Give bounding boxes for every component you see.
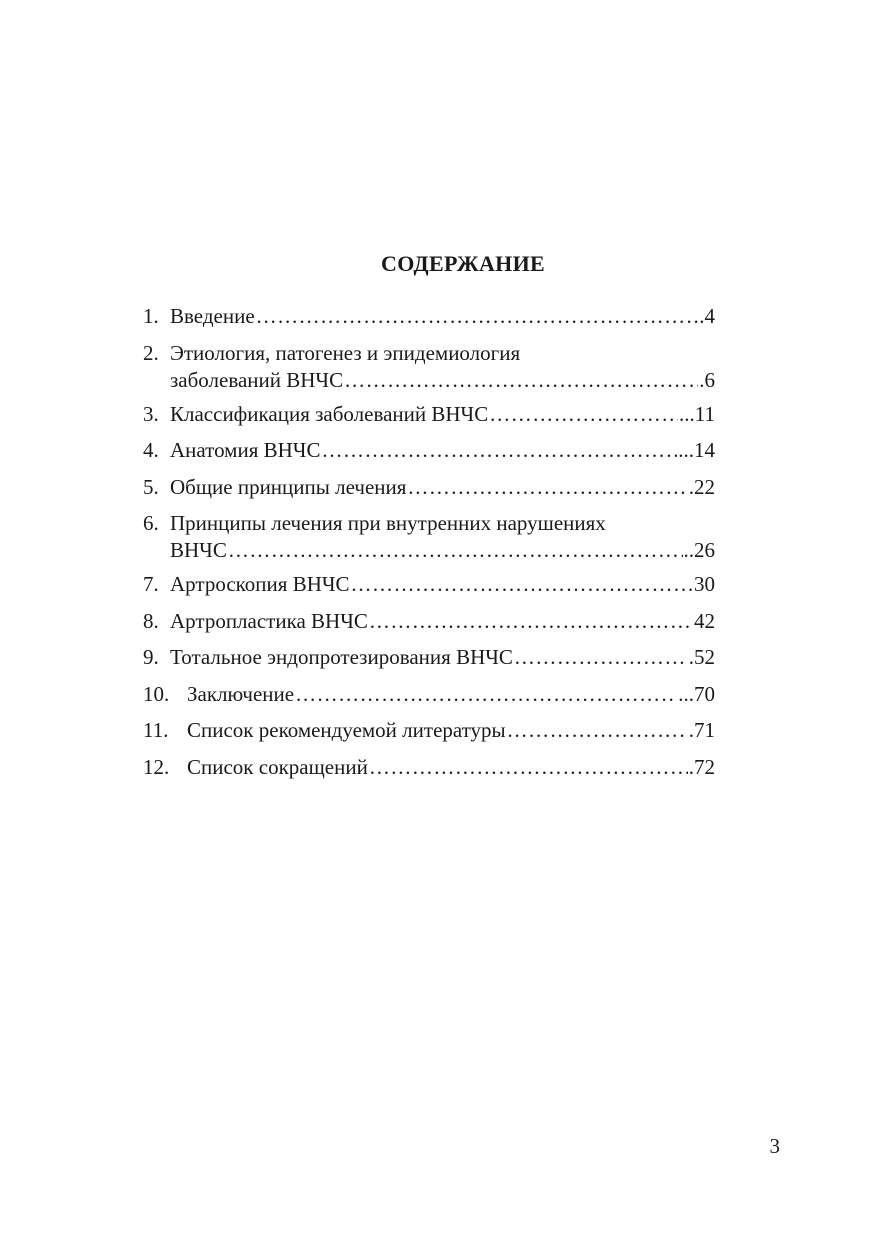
toc-item-8	[143, 608, 715, 635]
toc-page: .52	[688, 645, 715, 669]
dot-leader	[256, 303, 699, 330]
dot-leader	[351, 571, 693, 598]
toc-page: ...11	[679, 401, 715, 426]
toc-number: 10.	[143, 681, 170, 706]
toc-title: Артроскопия ВНЧС	[170, 572, 350, 596]
toc-page: .72	[688, 754, 715, 779]
toc-item-5	[143, 474, 715, 501]
dot-leader	[295, 681, 677, 708]
page-title: СОДЕРЖАНИЕ	[381, 251, 545, 276]
toc-item-6	[143, 510, 715, 564]
toc-title: Этиология, патогенез и эпидемиология	[170, 340, 521, 365]
toc-title: Заключение	[187, 681, 295, 706]
toc-item-9	[143, 644, 715, 671]
toc-number: 9.	[143, 645, 159, 669]
toc-page: 30	[694, 572, 715, 596]
toc-title: Анатомия ВНЧС	[170, 438, 321, 462]
toc-page: .4	[699, 304, 715, 328]
toc-number: 2.	[143, 340, 159, 365]
toc-page: ...14	[678, 438, 715, 462]
toc-item-10	[143, 681, 715, 708]
toc-item-7	[143, 571, 715, 598]
toc-page: .6	[699, 367, 715, 392]
toc-title: Введение	[170, 304, 255, 328]
toc-title-cont: заболеваний ВНЧС	[170, 367, 344, 392]
toc-title: Список рекомендуемой литературы	[187, 718, 506, 742]
toc-number: 3.	[143, 401, 159, 426]
toc-title: Классификация заболеваний ВНЧС	[170, 401, 489, 426]
toc-item-12	[143, 754, 715, 781]
toc-number: 4.	[143, 438, 159, 462]
toc-number: 1.	[143, 304, 159, 328]
toc-number: 7.	[143, 572, 159, 596]
toc-item-11	[143, 717, 715, 744]
dot-leader	[507, 717, 688, 744]
toc-item-1	[143, 303, 715, 330]
toc-number: 8.	[143, 608, 159, 633]
table-of-contents	[143, 303, 715, 790]
toc-item-2	[143, 340, 715, 394]
toc-title-cont: ВНЧС	[170, 538, 227, 562]
page-number: 3	[769, 1134, 780, 1158]
toc-title: Артропластика ВНЧС	[170, 608, 368, 633]
toc-number: 6.	[143, 511, 159, 535]
toc-page: 42	[694, 608, 715, 633]
toc-number: 12.	[143, 754, 170, 779]
toc-item-4	[143, 437, 715, 464]
dot-leader	[344, 367, 698, 394]
toc-item-3	[143, 401, 715, 428]
dot-leader	[369, 754, 688, 781]
toc-number: 5.	[143, 474, 159, 499]
dot-leader	[514, 644, 688, 671]
toc-number: 11.	[143, 718, 169, 742]
dot-leader	[407, 474, 687, 501]
toc-page: ...70	[678, 681, 715, 706]
toc-page: .22	[688, 474, 715, 499]
toc-title: Общие принципы лечения	[170, 474, 407, 499]
toc-title: Список сокращений	[187, 754, 368, 779]
toc-page: .71	[688, 718, 715, 742]
toc-title: Тотальное эндопротезирования ВНЧС	[170, 645, 513, 669]
dot-leader	[369, 608, 693, 635]
dot-leader	[489, 401, 678, 428]
dot-leader	[321, 437, 677, 464]
dot-leader	[228, 537, 683, 564]
toc-title: Принципы лечения при внутренних нарушениях	[170, 511, 606, 535]
toc-page: ..26	[683, 538, 715, 562]
